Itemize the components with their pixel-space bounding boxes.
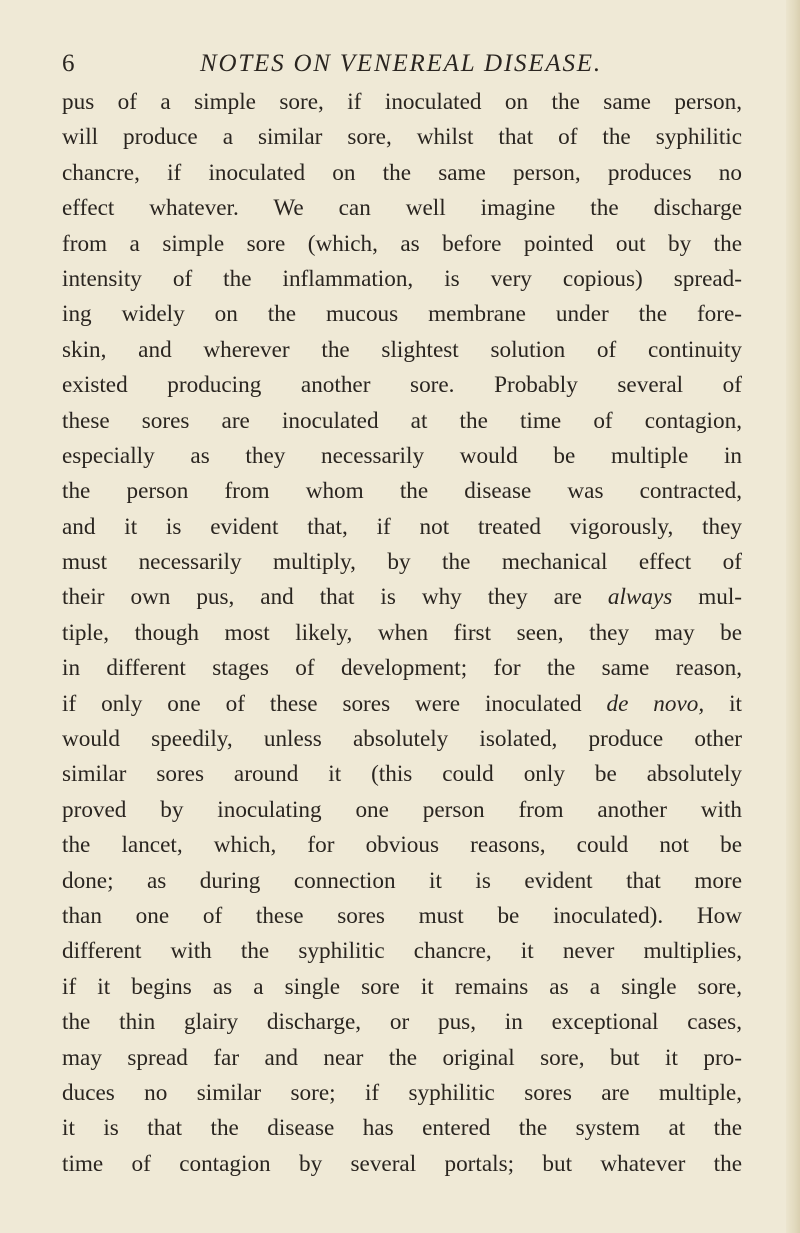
text-line: must necessarily multiply, by the mechanical effect of (62, 549, 742, 576)
text-line: proved by inoculating one person from another with (62, 796, 742, 823)
text-line: especially as they necessarily would be multiple in (62, 442, 742, 469)
text-line: effect whatever. We can well imagine the discharge (62, 195, 742, 222)
text-line: and it is evident that, if not treated vigorously, they (62, 513, 742, 540)
page-number: 6 (62, 50, 75, 77)
running-head: NOTES ON VENEREAL DISEASE. (200, 50, 602, 77)
text-segment: if only one of these sores were inoculated (62, 690, 607, 717)
italic-term: always (607, 584, 673, 611)
text-line: will produce a similar sore, whilst that of the syphilitic (62, 124, 742, 151)
page-edge-shadow (786, 0, 800, 1233)
text-segment: mul- (672, 584, 743, 611)
text-line: may spread far and near the original sore, but it pro- (62, 1044, 742, 1071)
body-text (62, 85, 742, 1182)
text-line-with-italic (62, 580, 742, 615)
text-line: time of contagion by several portals; but whatever the (62, 1150, 742, 1177)
page-header (62, 44, 742, 84)
text-line: chancre, if inoculated on the same person, produces no (62, 159, 742, 186)
text-line: than one of these sores must be inoculated). How (62, 902, 742, 929)
text-line: from a simple sore (which, as before pointed out by the (62, 230, 742, 257)
text-line: ing widely on the mucous membrane under the fore- (62, 301, 742, 328)
text-line: if it begins as a single sore it remains as a single sore, (62, 973, 742, 1000)
text-line: pus of a simple sore, if inoculated on the same person, (62, 89, 742, 115)
text-line: in different stages of development; for the same reason, (62, 655, 742, 682)
text-line: it is that the disease has entered the system at the (62, 1115, 742, 1142)
text-segment: it (704, 690, 742, 717)
text-line: the person from whom the disease was contracted, (62, 478, 742, 505)
text-line: done; as during connection it is evident that more (62, 867, 742, 894)
text-line: skin, and wherever the slightest solution of continuity (62, 336, 742, 363)
italic-term: de novo, (606, 690, 705, 717)
text-line-with-italic (62, 687, 742, 722)
text-segment: their own pus, and that is why they are (62, 584, 608, 611)
text-line: duces no similar sore; if syphilitic sores are multiple, (62, 1079, 742, 1106)
text-line: intensity of the inflammation, is very copious) spread- (62, 265, 742, 292)
text-line: different with the syphilitic chancre, it never multiplies, (62, 938, 742, 965)
text-line: tiple, though most likely, when first seen, they may be (62, 619, 742, 646)
text-line: similar sores around it (this could only be absolutely (62, 761, 742, 788)
text-line: would speedily, unless absolutely isolated, produce other (62, 726, 742, 753)
text-line: existed producing another sore. Probably several of (62, 372, 742, 399)
text-line: the lancet, which, for obvious reasons, could not be (62, 832, 742, 859)
text-line: these sores are inoculated at the time of contagion, (62, 407, 742, 434)
text-line: the thin glairy discharge, or pus, in exceptional cases, (62, 1009, 742, 1036)
